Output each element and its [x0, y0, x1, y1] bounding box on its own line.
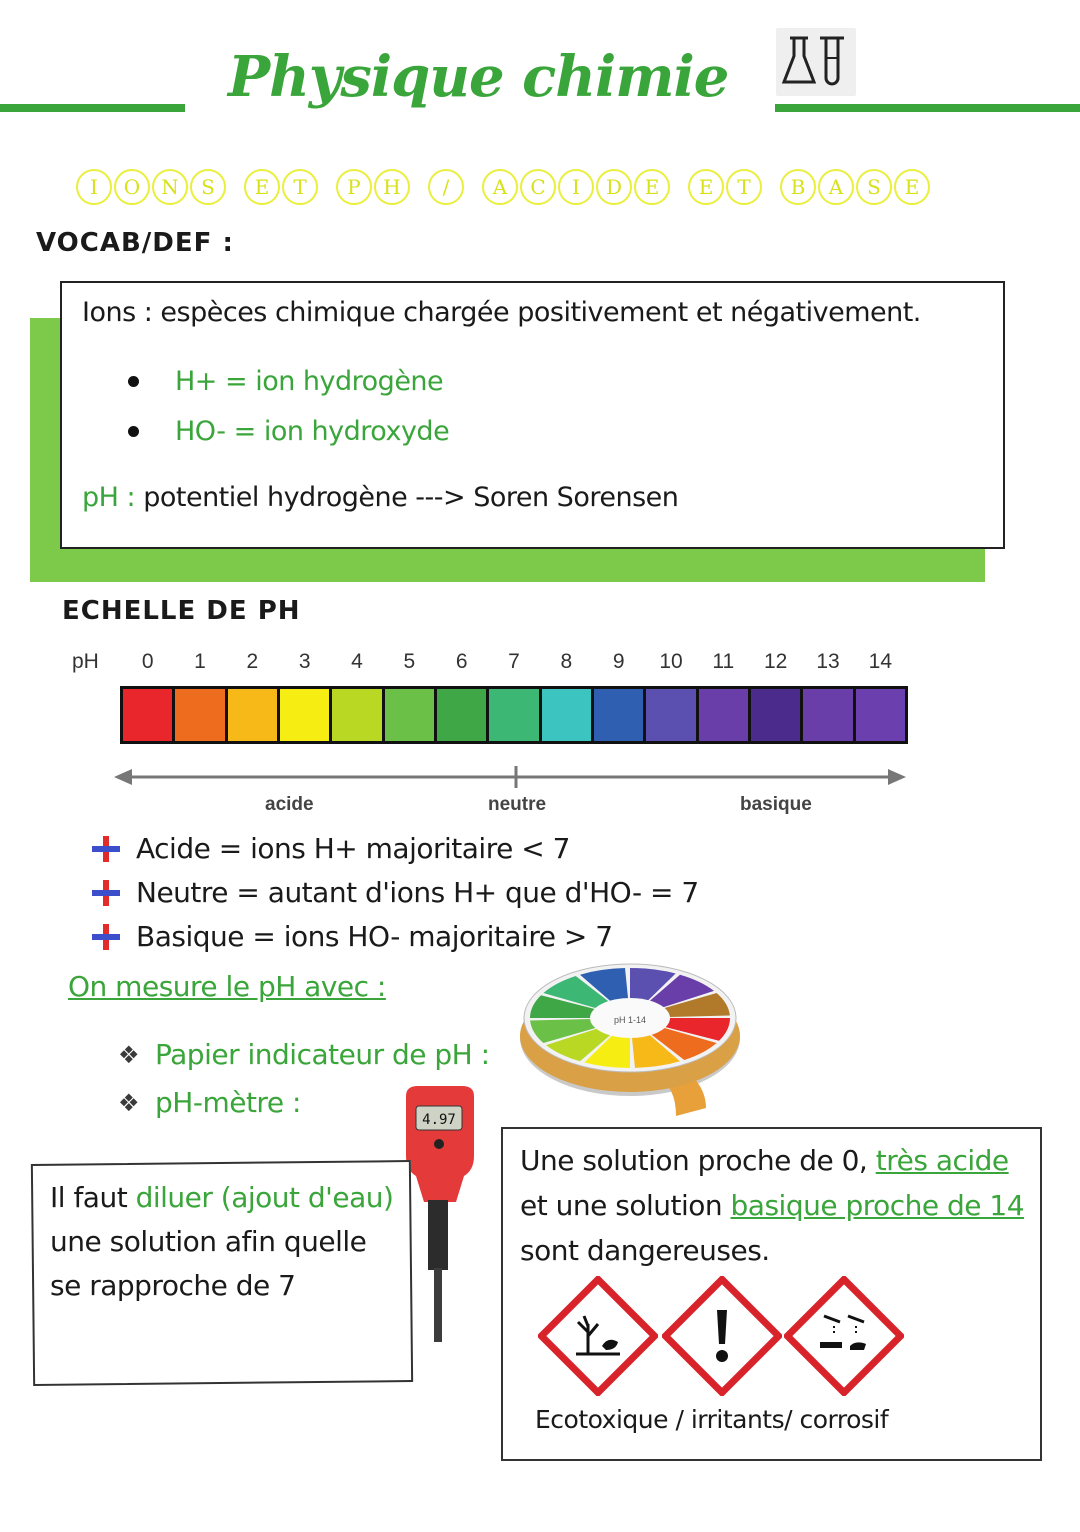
subtitle — [76, 165, 930, 209]
subtitle-letter: E — [894, 169, 930, 205]
ph-cell-1 — [175, 689, 224, 741]
ph-number: 10 — [659, 650, 683, 673]
ph-cell-7 — [489, 689, 538, 741]
ph-number: 12 — [763, 650, 788, 673]
vocab-heading: VOCAB/DEF : — [36, 228, 234, 258]
ph-number: 1 — [194, 650, 206, 673]
exclamation-icon — [662, 1276, 782, 1396]
measure-item-text: Papier indicateur de pH : — [155, 1038, 490, 1071]
ph-cell-0 — [123, 689, 172, 741]
diamond-bullet-icon: ❖ — [118, 1040, 140, 1069]
bullet-text: H+ = ion hydrogène — [175, 366, 444, 397]
dilution-pre: Il faut — [50, 1181, 136, 1214]
subtitle-letter: T — [282, 169, 318, 205]
measure-item-meter — [118, 1086, 301, 1119]
subtitle-letter: B — [780, 169, 816, 205]
diamond-bullet-icon: ❖ — [118, 1088, 140, 1117]
subtitle-letter: N — [152, 169, 188, 205]
ph-number: 0 — [141, 650, 154, 673]
axis-label-acide: acide — [265, 794, 314, 815]
ph-cell-2 — [228, 689, 277, 741]
subtitle-letter: P — [336, 169, 372, 205]
subtitle-letter: S — [856, 169, 892, 205]
ph-cell-9 — [594, 689, 643, 741]
ph-number: 13 — [816, 650, 840, 673]
subtitle-letter: E — [688, 169, 724, 205]
dilution-text — [50, 1176, 400, 1308]
ph-number: 7 — [508, 650, 520, 673]
cross-icon — [90, 834, 120, 864]
subtitle-letter: I — [558, 169, 594, 205]
ph-axis-arrow — [114, 764, 906, 790]
rule-acide — [90, 832, 570, 865]
ph-def-text: potentiel hydrogène ---> Soren Sorensen — [135, 482, 679, 513]
ph-cell-3 — [280, 689, 329, 741]
ph-paper-roll-image — [516, 948, 750, 1118]
subtitle-letter: I — [76, 169, 112, 205]
ph-cell-8 — [542, 689, 591, 741]
axis-label-basique: basique — [740, 794, 812, 815]
ph-cell-6 — [437, 689, 486, 741]
subtitle-letter: A — [818, 169, 854, 205]
dilution-post: une solution afin quelle se rapproche de 7 — [50, 1225, 367, 1302]
bullet-dot — [128, 376, 139, 387]
ph-cell-4 — [332, 689, 381, 741]
ph-term: pH : — [82, 482, 136, 513]
rule-neutre — [90, 876, 699, 909]
ph-definition — [82, 482, 678, 513]
scale-heading: ECHELLE DE PH — [62, 596, 301, 626]
danger-line1: Une solution proche de 0, — [520, 1144, 876, 1177]
flask-icon — [776, 28, 856, 96]
ph-cell-12 — [751, 689, 800, 741]
header-line-right — [775, 104, 1080, 112]
danger-line3: sont dangereuses. — [520, 1234, 770, 1267]
subtitle-letter: C — [520, 169, 556, 205]
corrosive-icon — [784, 1276, 904, 1396]
bullet-item — [128, 366, 443, 397]
rule-text: Basique = ions HO- majoritaire > 7 — [136, 920, 613, 953]
subtitle-letter: A — [482, 169, 518, 205]
subtitle-letter: E — [634, 169, 670, 205]
paper-label: pH 1-14 — [613, 1015, 647, 1025]
ph-cell-14 — [856, 689, 905, 741]
ph-number: 2 — [246, 650, 259, 673]
measure-heading: On mesure le pH avec : — [68, 970, 386, 1003]
ecotoxic-icon — [538, 1276, 658, 1396]
measure-item-paper — [118, 1038, 490, 1071]
ph-color-scale — [120, 686, 908, 744]
bullet-dot — [128, 426, 139, 437]
rule-text: Neutre = autant d'ions H+ que d'HO- = 7 — [136, 876, 699, 909]
danger-line2: et une solution — [520, 1189, 731, 1222]
header-line-left — [0, 104, 185, 112]
bullet-text: HO- = ion hydroxyde — [175, 416, 450, 447]
ph-cell-5 — [385, 689, 434, 741]
ph-number: 6 — [455, 650, 468, 673]
dilution-highlight: diluer (ajout d'eau) — [135, 1181, 394, 1214]
meter-reading: 4.97 — [422, 1112, 456, 1128]
danger-text — [520, 1138, 1030, 1273]
subtitle-letter: / — [428, 169, 464, 205]
page-title: Physique chimie — [228, 44, 729, 110]
ph-number: 5 — [403, 650, 416, 673]
subtitle-letter: O — [114, 169, 150, 205]
bullet-item — [128, 416, 449, 447]
ph-number: 9 — [612, 650, 625, 673]
ph-number: 4 — [351, 650, 363, 673]
ph-number: 11 — [712, 650, 735, 673]
axis-label-neutre: neutre — [488, 794, 547, 815]
subtitle-letter: S — [190, 169, 226, 205]
subtitle-letter: E — [244, 169, 280, 205]
subtitle-letter: H — [374, 169, 410, 205]
ph-cell-11 — [699, 689, 748, 741]
ions-definition: Ions : espèces chimique chargée positivement et négativement. — [82, 297, 921, 328]
danger-very-acid: très acide — [875, 1144, 1009, 1177]
cross-icon — [90, 878, 120, 908]
ph-cell-10 — [646, 689, 695, 741]
rule-text: Acide = ions H+ majoritaire < 7 — [136, 832, 570, 865]
subtitle-letter: T — [726, 169, 762, 205]
ph-cell-13 — [803, 689, 852, 741]
ph-number: 3 — [298, 650, 311, 673]
scale-label: pH — [72, 650, 99, 673]
danger-basic: basique proche de 14 — [730, 1189, 1025, 1222]
ph-number: 8 — [560, 650, 573, 673]
pictogram-caption: Ecotoxique / irritants/ corrosif — [535, 1405, 889, 1434]
cross-icon — [90, 922, 120, 952]
subtitle-letter: D — [596, 169, 632, 205]
ph-number: 14 — [868, 650, 892, 673]
measure-item-text: pH-mètre : — [155, 1086, 301, 1119]
